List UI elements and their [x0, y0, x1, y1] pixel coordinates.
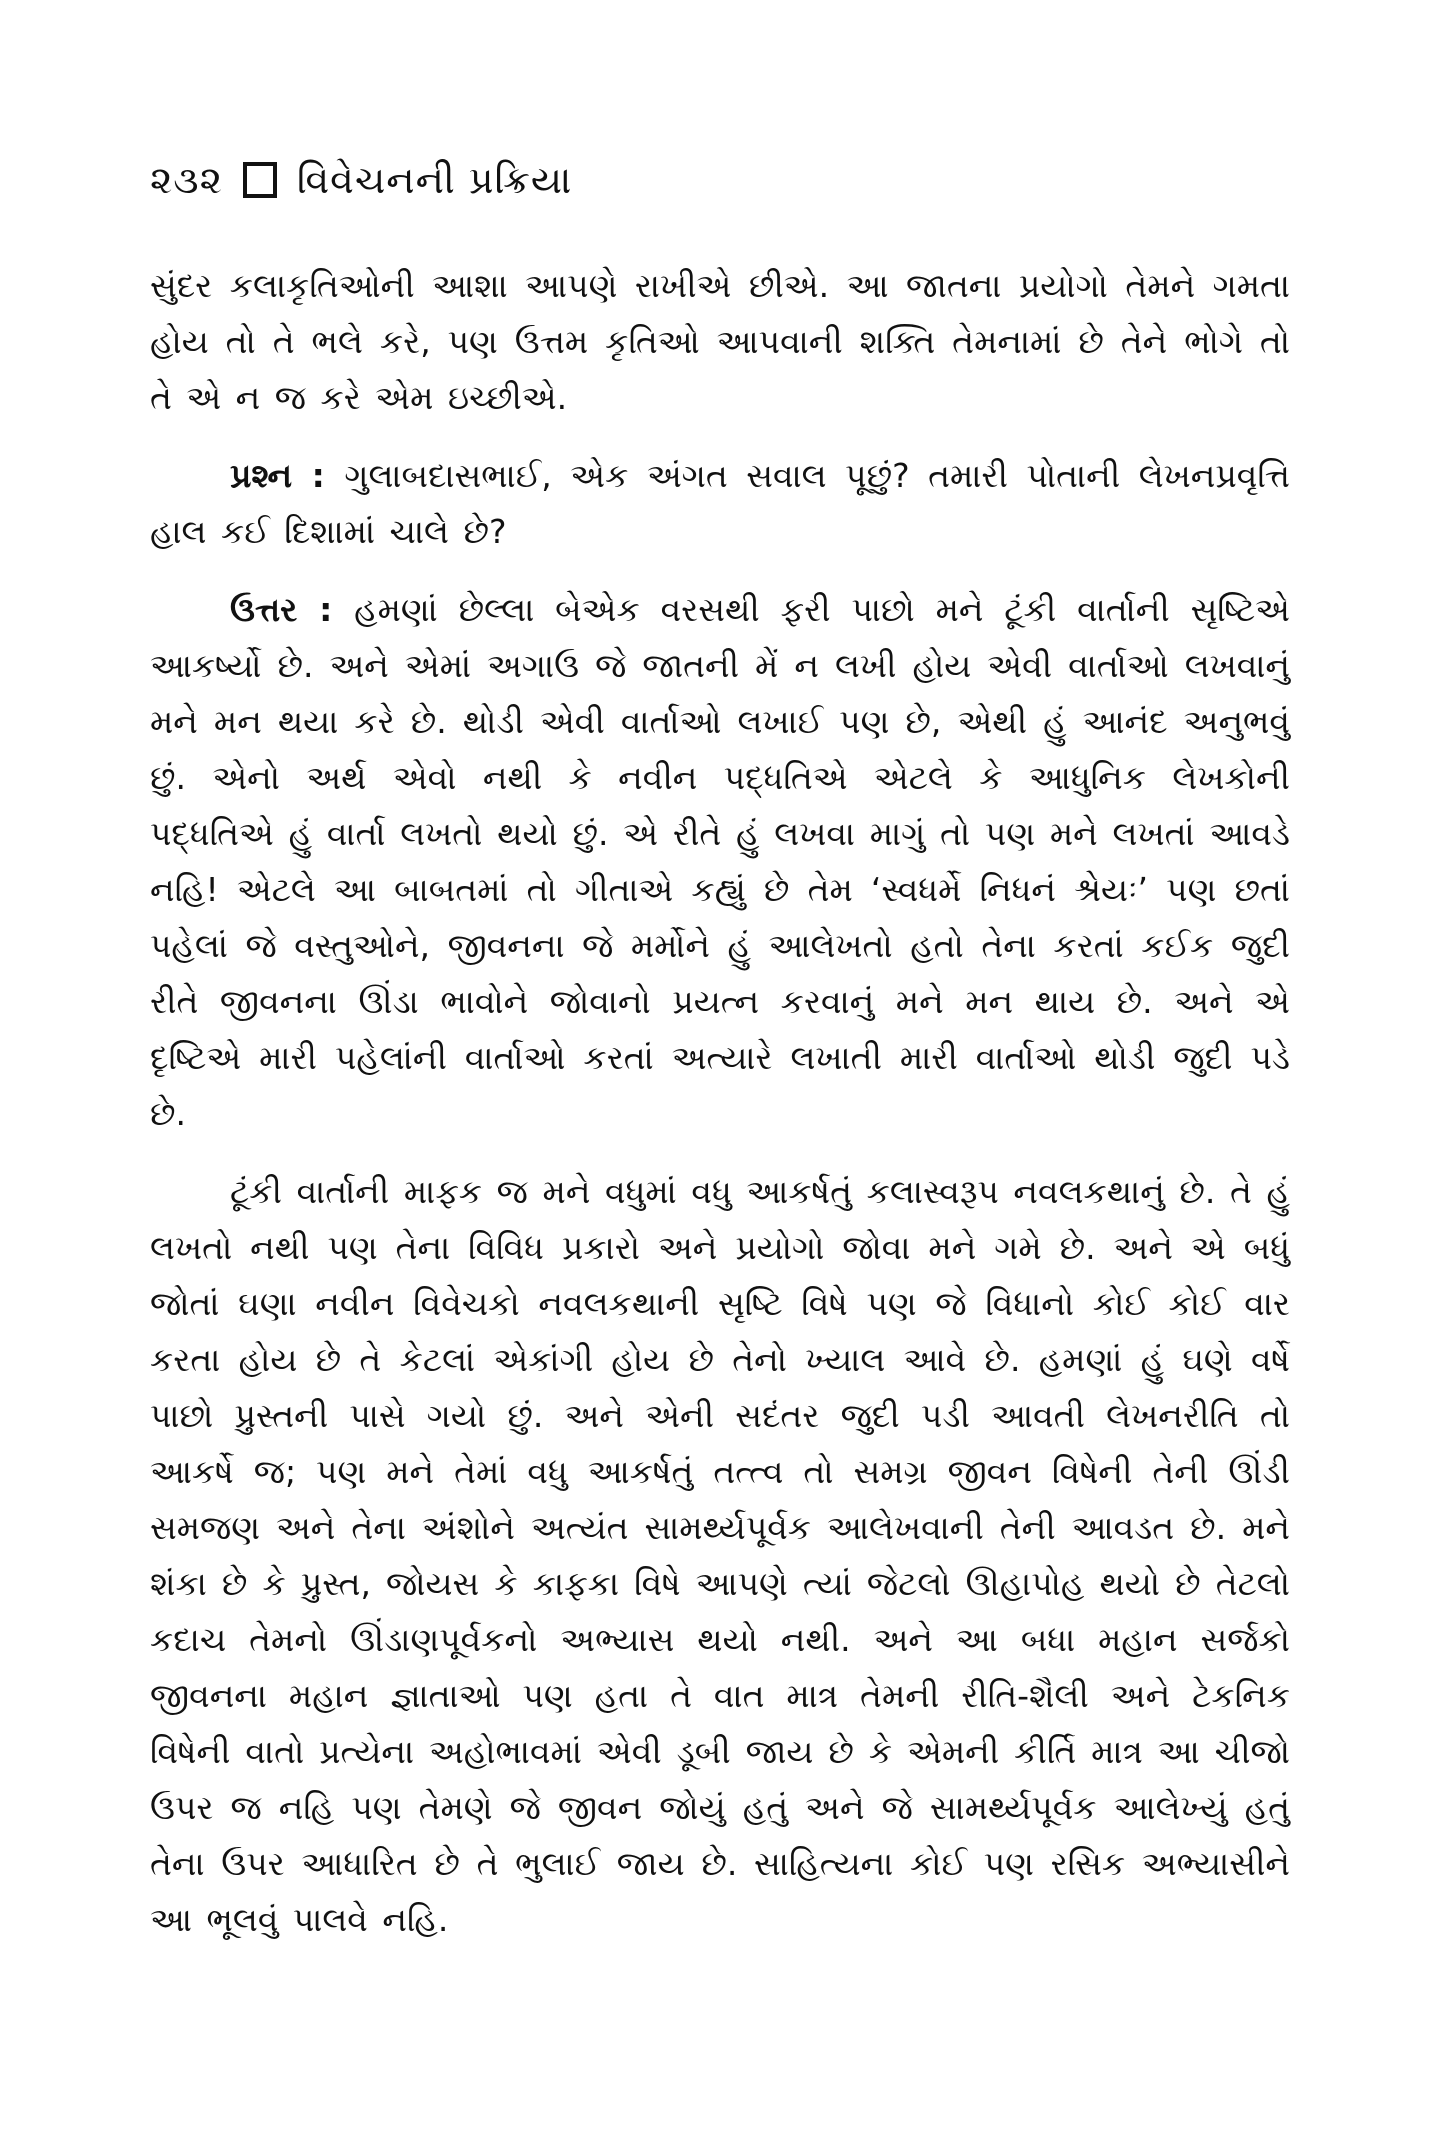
- book-page: [150, 150, 1290, 1948]
- answer-label: ઉત્તર :: [230, 590, 355, 629]
- question-label: પ્રશ્ન :: [230, 456, 345, 495]
- paragraph-answer: [150, 582, 1290, 1142]
- paragraph-text: ગુલાબદાસભાઈ, એક અંગત સવાલ પૂછું? તમારી પોતાની લેખનપ્રવૃત્તિ હાલ કઈ દિશામાં ચાલે છે?: [150, 456, 1290, 551]
- paragraph-text: હમણાં છેલ્લા બેએક વરસથી ફરી પાછો મને ટૂંકી વાર્તાની સૃષ્ટિએ આકર્ષ્યો છે. અને એમાં અગાઉ જે જાતની મેં ન લખી હોય એવી વાર્તાઓ લખવાનું મને મન થયા કરે છે. થોડી એવી વાર્તાઓ લખાઈ પણ છે, એથી હું આનંદ અનુભવું છું. એનો અર્થ એવો નથી કે નવીન પદ્ધતિએ એટલે કે આધુનિક લેખકોની પદ્ધતિએ હું વાર્તા લખતો થયો છું. એ રીતે હું લખવા માગું તો પણ મને લખતાં આવડે નહિ! એટલે આ બાબતમાં તો ગીતાએ કહ્યું છે તેમ ‘સ્વધર્મે નિધનં શ્રેયઃ’ પણ છતાં પહેલાં જે વસ્તુઓને, જીવનના જે મર્મોને હું આલેખતો હતો તેના કરતાં કઈક જુદી રીતે જીવનના ઊંડા ભાવોને જોવાનો પ્રયત્ન કરવાનું મને મન થાય છે. અને એ દૃષ્ટિએ મારી પહેલાંની વાર્તાઓ કરતાં અત્યારે લખાતી મારી વાર્તાઓ થોડી જુદી પડે છે.: [150, 590, 1290, 1133]
- paragraph-text: સુંદર કલાકૃતિઓની આશા આપણે રાખીએ છીએ. આ જાતના પ્રયોગો તેમને ગમતા હોય તો તે ભલે કરે, પણ ઉત્તમ કૃતિઓ આપવાની શક્તિ તેમનામાં છે તેને ભોગે તો તે એ ન જ કરે એમ ઇચ્છીએ.: [150, 266, 1290, 417]
- page-body: [150, 258, 1290, 1948]
- paragraph-continuation: [150, 258, 1290, 426]
- page-header: [150, 150, 1290, 210]
- running-title: વિવેચનની પ્રક્રિયા: [296, 157, 573, 202]
- paragraph-novel: [150, 1164, 1290, 1948]
- page-number: ૨૩૨: [150, 157, 223, 202]
- square-ornament-icon: [243, 162, 277, 198]
- paragraph-question: [150, 448, 1290, 560]
- paragraph-text: ટૂંકી વાર્તાની માફક જ મને વધુમાં વધુ આકર્ષતું કલાસ્વરૂપ નવલકથાનું છે. તે હું લખતો નથી પણ તેના વિવિધ પ્રકારો અને પ્રયોગો જોવા મને ગમે છે. અને એ બધું જોતાં ઘણા નવીન વિવેચકો નવલકથાની સૃષ્ટિ વિષે પણ જે વિધાનો કોઈ કોઈ વાર કરતા હોય છે તે કેટલાં એકાંગી હોય છે તેનો ખ્યાલ આવે છે. હમણાં હું ઘણે વર્ષે પાછો પ્રુસ્તની પાસે ગયો છું. અને એની સદંતર જુદી પડી આવતી લેખનરીતિ તો આકર્ષે જ; પણ મને તેમાં વધુ આકર્ષતું તત્ત્વ તો સમગ્ર જીવન વિષેની તેની ઊંડી સમજણ અને તેના અંશોને અત્યંત સામર્થ્યપૂર્વક આલેખવાની તેની આવડત છે. મને શંકા છે કે પ્રુસ્ત, જોયસ કે કાફકા વિષે આપણે ત્યાં જેટલો ઊહાપોહ થયો છે તેટલો કદાચ તેમનો ઊંડાણપૂર્વકનો અભ્યાસ થયો નથી. અને આ બધા મહાન સર્જકો જીવનના મહાન જ્ઞાતાઓ પણ હતા તે વાત માત્ર તેમની રીતિ-શૈલી અને ટેકનિક વિષેની વાતો પ્રત્યેના અહોભાવમાં એવી ડૂબી જાય છે કે એમની કીર્તિ માત્ર આ ચીજો ઉપર જ નહિ પણ તેમણે જે જીવન જોયું હતું અને જે સામર્થ્યપૂર્વક આલેખ્યું હતું તેના ઉપર આધારિત છે તે ભુલાઈ જાય છે. સાહિત્યના કોઈ પણ રસિક અભ્યાસીને આ ભૂલવું પાલવે નહિ.: [150, 1172, 1290, 1939]
